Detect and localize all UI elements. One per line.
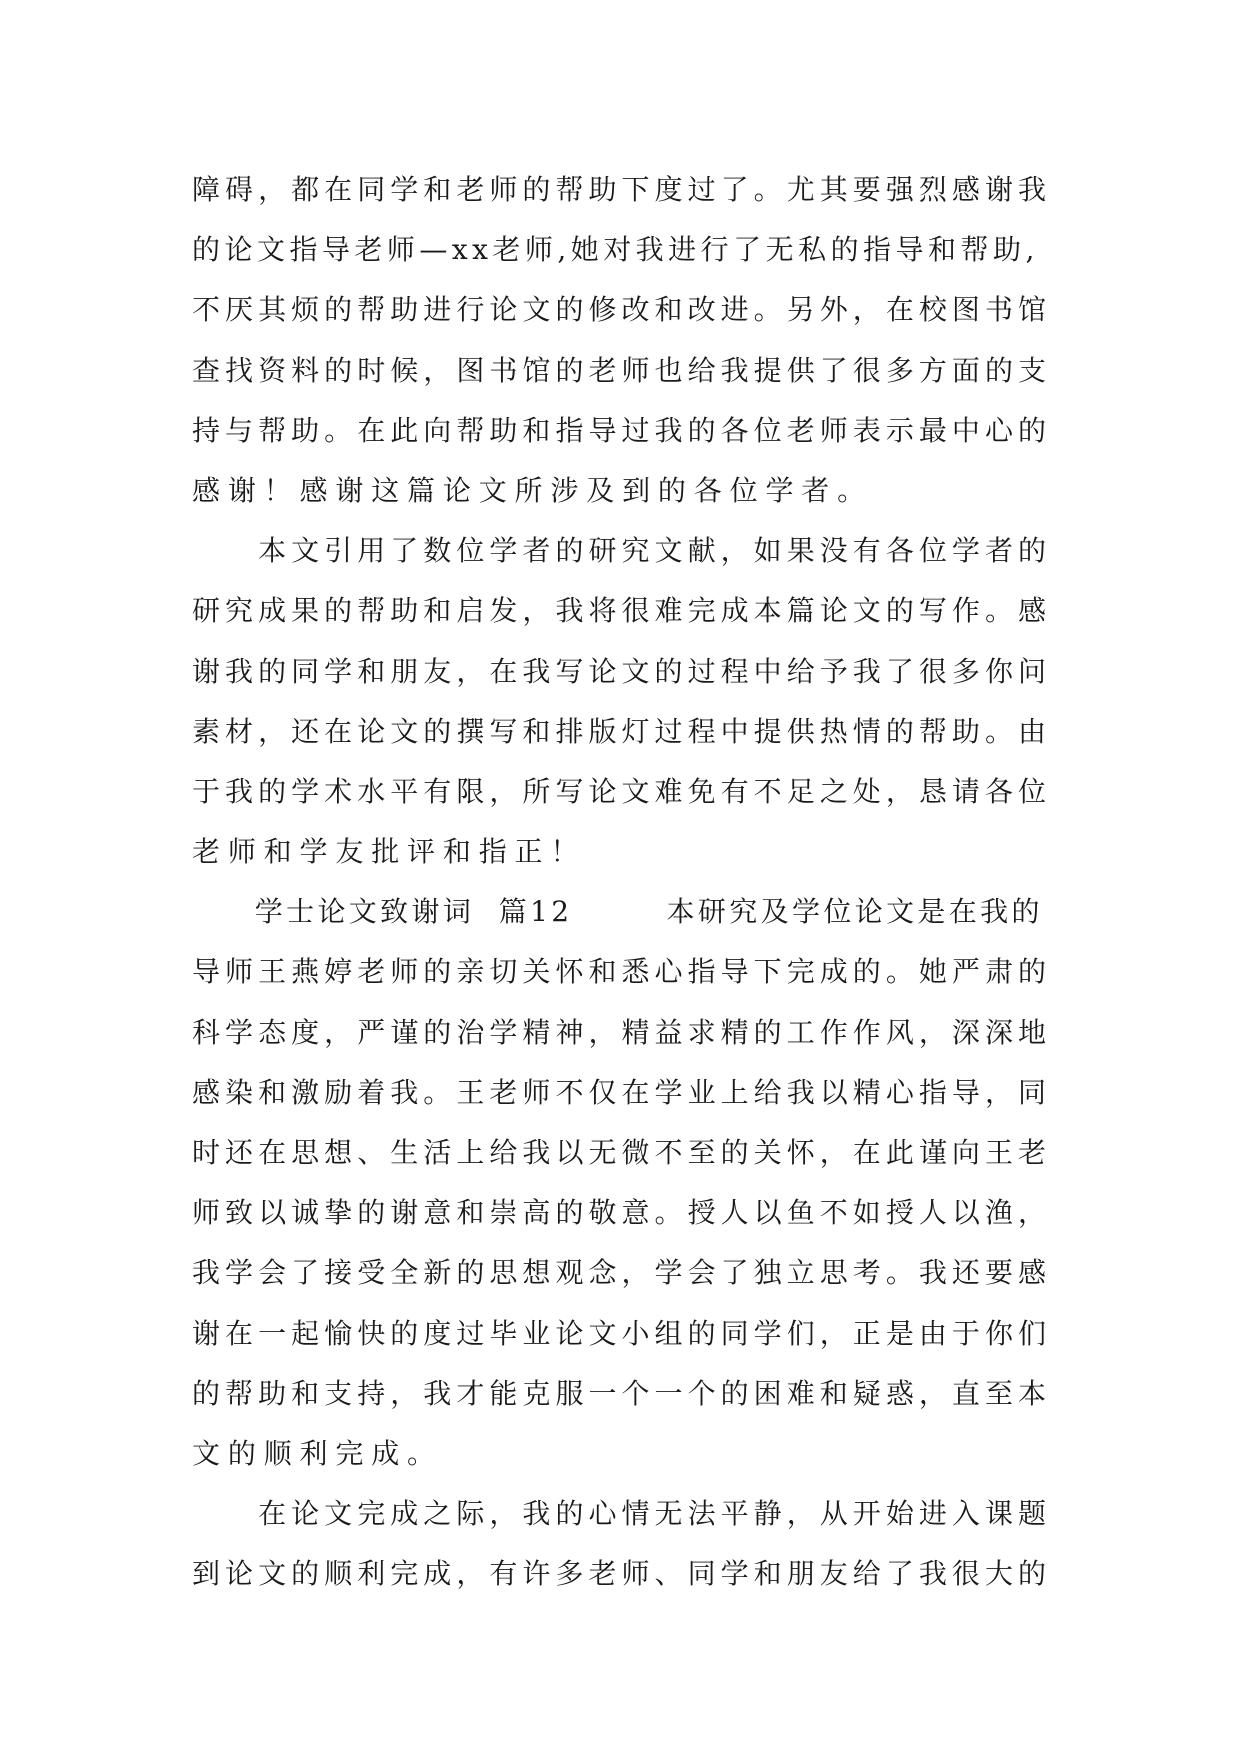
text-line: 到论文的顺利完成，有许多老师、同学和朋友给了我很大的 (192, 1557, 1052, 1591)
text-line: 于我的学术水平有限，所写论文难免有不足之处，恳请各位 (192, 774, 1052, 808)
text-line: 我学会了接受全新的思想观念，学会了独立思考。我还要感 (192, 1256, 1052, 1290)
text-line: 师致以诚挚的谢意和崇高的敬意。授人以鱼不如授人以渔， (192, 1196, 1052, 1230)
text-line: 研究成果的帮助和启发，我将很难完成本篇论文的写作。感 (192, 594, 1052, 628)
text-line: 素材，还在论文的撰写和排版灯过程中提供热情的帮助。由 (192, 714, 1052, 748)
text-line: 文的顺利完成。 (192, 1436, 443, 1470)
text-line: 的帮助和支持，我才能克服一个一个的困难和疑惑，直至本 (192, 1376, 1052, 1410)
text-line: 学士论文致谢词 篇12 本研究及学位论文是在我的 (192, 895, 1043, 929)
text-line: 时还在思想、生活上给我以无微不至的关怀，在此谨向王老 (192, 1136, 1052, 1169)
text-line: 谢我的同学和朋友，在我写论文的过程中给予我了很多你问 (192, 654, 1052, 688)
text-line: 老师和学友批评和指正！ (192, 835, 587, 869)
text-line: 查找资料的时候，图书馆的老师也给我提供了很多方面的支 (192, 353, 1052, 387)
text-line: 感染和激励着我。王老师不仅在学业上给我以精心指导，同 (192, 1075, 1052, 1109)
text-line: 谢在一起愉快的度过毕业论文小组的同学们，正是由于你们 (192, 1316, 1052, 1350)
text-line: 导师王燕婷老师的亲切关怀和悉心指导下完成的。她严肃的 (192, 955, 1052, 989)
text-line: 持与帮助。在此向帮助和指导过我的各位老师表示最中心的 (192, 413, 1052, 447)
body-text (192, 160, 1052, 1605)
text-line: 感谢！感谢这篇论文所涉及到的各位学者。 (192, 473, 873, 507)
text-line: 的论文指导老师—xx老师,她对我进行了无私的指导和帮助, (192, 233, 1039, 267)
text-line: 在论文完成之际，我的心情无法平静，从开始进入课题 (192, 1497, 1052, 1531)
text-line: 科学态度，严谨的治学精神，精益求精的工作作风，深深地 (192, 1015, 1052, 1049)
text-line: 本文引用了数位学者的研究文献，如果没有各位学者的 (192, 534, 1052, 568)
text-line: 不厌其烦的帮助进行论文的修改和改进。另外，在校图书馆 (192, 293, 1052, 327)
text-line: 障碍，都在同学和老师的帮助下度过了。尤其要强烈感谢我 (192, 173, 1052, 206)
